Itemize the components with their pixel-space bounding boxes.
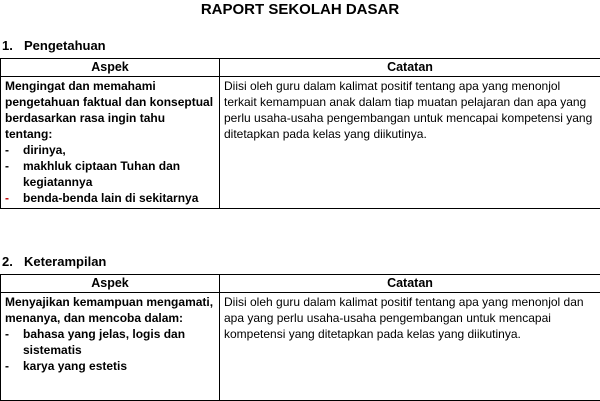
catatan-cell xyxy=(220,293,600,401)
section-title: Keterampilan xyxy=(24,254,106,269)
catatan-cell xyxy=(220,77,600,209)
list-item-text: benda-benda lain di sekitarnya xyxy=(23,191,198,205)
bullet: - xyxy=(5,158,9,174)
aspek-description: Menyajikan kemampuan mengamati, menanya, dan mencoba dalam: xyxy=(5,294,215,326)
list-item-text: bahasa yang jelas, logis dan sistematis xyxy=(23,327,185,357)
section-heading-pengetahuan xyxy=(2,38,106,54)
list-item xyxy=(5,190,215,206)
section-title: Pengetahuan xyxy=(24,38,106,53)
list-item-text: karya yang estetis xyxy=(23,359,127,373)
bullet: - xyxy=(5,142,9,158)
pengetahuan-table xyxy=(0,58,600,209)
catatan-text: Diisi oleh guru dalam kalimat positif tentang apa yang menonjol dan apa yang perlu usaha-usaha pengembangan untuk mencapai kompetensi yang ditetapkan pada kelas yang diikutinya. xyxy=(224,294,596,342)
catatan-text: Diisi oleh guru dalam kalimat positif tentang apa yang menonjol terkait kemampuan anak dalam tiap muatan pelajaran dan apa yang perlu usaha-usaha pengembangan untuk mencapai kompetensi yang ditetapkan pada kelas yang diikutinya. xyxy=(224,78,596,142)
list-item xyxy=(5,358,215,374)
catatan-header: Catatan xyxy=(220,59,600,77)
table-row xyxy=(1,293,600,401)
list-item xyxy=(5,158,215,190)
page-title: RAPORT SEKOLAH DASAR xyxy=(0,0,600,20)
aspek-cell xyxy=(1,293,220,401)
bullet: - xyxy=(5,190,9,206)
aspek-header: Aspek xyxy=(1,275,220,293)
list-item-text: makhluk ciptaan Tuhan dan kegiatannya xyxy=(23,159,180,189)
aspek-description: Mengingat dan memahami pengetahuan faktual dan konseptual berdasarkan rasa ingin tahu tentang: xyxy=(5,78,215,142)
list-item xyxy=(5,326,215,358)
bullet: - xyxy=(5,326,9,342)
aspek-list xyxy=(5,326,215,374)
bullet: - xyxy=(5,358,9,374)
aspek-cell xyxy=(1,77,220,209)
aspek-header: Aspek xyxy=(1,59,220,77)
list-item xyxy=(5,142,215,158)
table-row xyxy=(1,77,600,209)
list-item-text: dirinya, xyxy=(23,143,66,157)
keterampilan-table xyxy=(0,274,600,401)
aspek-list xyxy=(5,142,215,206)
section-heading-keterampilan xyxy=(2,254,106,270)
section-number: 1. xyxy=(2,38,24,54)
section-number: 2. xyxy=(2,254,24,270)
catatan-header: Catatan xyxy=(220,275,600,293)
